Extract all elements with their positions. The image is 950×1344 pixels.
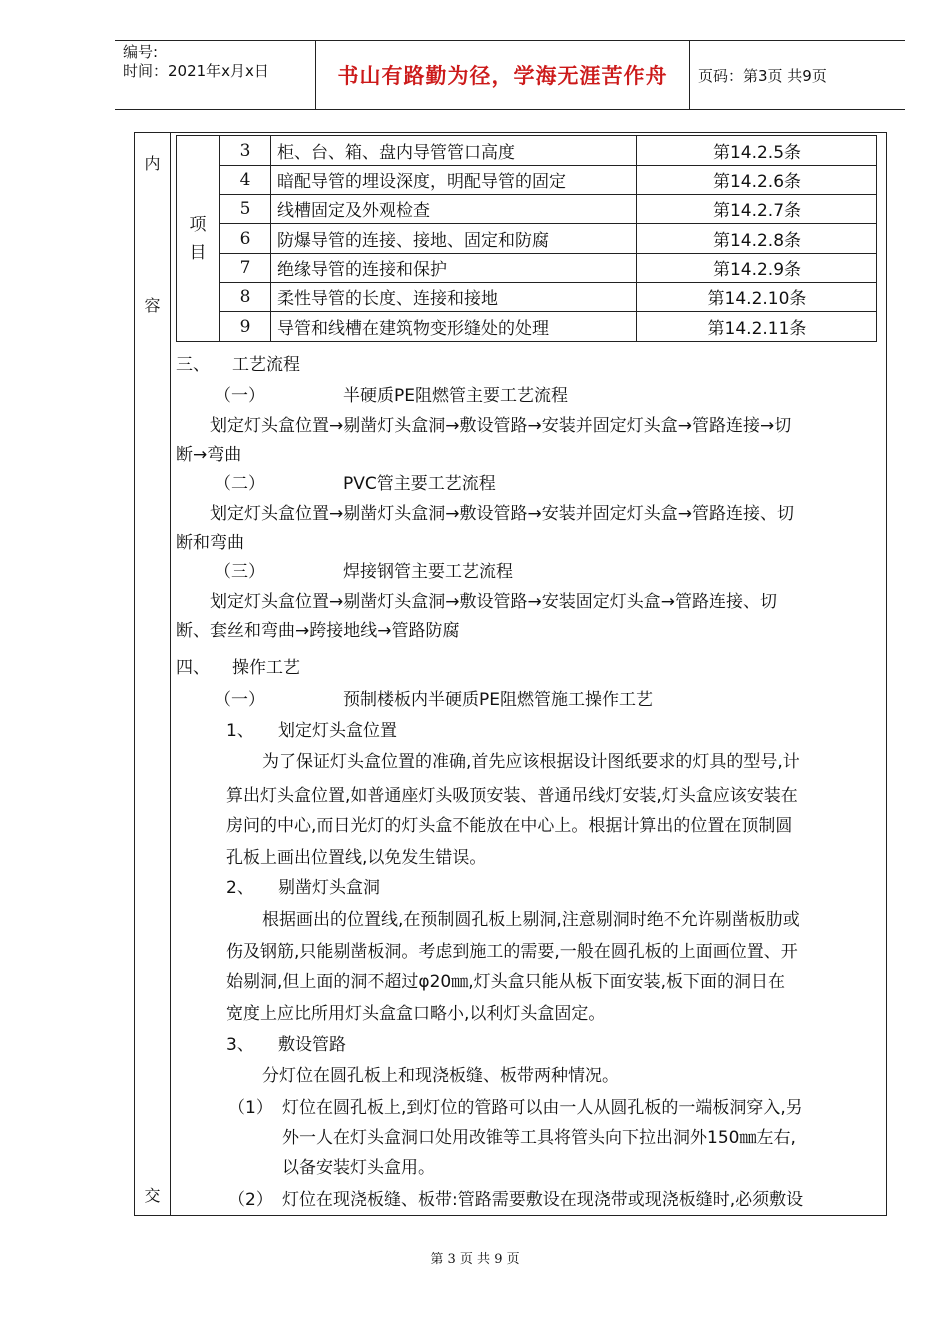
paragraph-line: 分灯位在圆孔板上和现浇板缝、板带两种情况。 <box>262 1066 619 1086</box>
paragraph-line: 断→弯曲 <box>176 445 242 465</box>
paragraph-line: 灯位在圆孔板上,到灯位的管路可以由一人从圆孔板的一端板洞穿入,另 <box>282 1098 803 1118</box>
paragraph-line: 划定灯头盒位置→剔凿灯头盒洞→敷设管路→安装并固定灯头盒→管路连接、切 <box>210 504 794 524</box>
row-reference: 第14.2.11条 <box>707 319 807 339</box>
section-title: 工艺流程 <box>232 355 300 375</box>
row-reference: 第14.2.8条 <box>712 231 802 251</box>
paragraph-line: 划定灯头盒位置→剔凿灯头盒洞→敷设管路→安装并固定灯头盒→管路连接→切 <box>210 416 792 436</box>
row-description: 线槽固定及外观检查 <box>271 194 637 223</box>
page-header <box>115 40 905 110</box>
subsection-title: 半硬质PE阻燃管主要工艺流程 <box>343 386 568 406</box>
subsection-number: （一） <box>214 386 265 406</box>
paragraph-line: 房问的中心,而日光灯的灯头盒不能放在中心上。根据计算出的位置在顶制圆 <box>226 816 793 836</box>
time-label: 时间：2021年x月x日 <box>123 62 269 80</box>
motto: 书山有路勤为径，学海无涯苦作舟 <box>337 64 668 88</box>
left-label-column <box>135 133 171 1215</box>
paragraph-line: 以备安装灯头盒用。 <box>282 1158 435 1178</box>
group-label-xiang: 项 <box>189 214 207 235</box>
header-page-cell <box>690 41 905 109</box>
items-group-cell <box>177 136 220 341</box>
serial-label: 编号: <box>123 43 159 61</box>
row-number: 8 <box>220 282 271 311</box>
paragraph-line: 伤及钢筋,只能剔凿板洞。考虑到施工的需要,一般在圆孔板的上面画位置、开 <box>226 942 798 962</box>
row-reference: 第14.2.10条 <box>707 289 807 309</box>
item-title: 剔凿灯头盒洞 <box>278 878 380 898</box>
row-number: 6 <box>220 224 271 253</box>
paragraph-line: 始剔洞,但上面的洞不超过φ20㎜,灯头盒只能从板下面安装,板下面的洞日在 <box>226 972 786 992</box>
left-label-rong: 容 <box>144 296 161 315</box>
table-row <box>220 194 876 224</box>
row-number: 5 <box>220 194 271 223</box>
table-row <box>220 136 876 166</box>
items-table <box>176 135 877 342</box>
item-title: 划定灯头盒位置 <box>278 721 397 741</box>
table-row <box>220 312 876 341</box>
row-description: 绝缘导管的连接和保护 <box>271 253 637 282</box>
item-number: 2、 <box>226 878 254 898</box>
paragraph-line: 灯位在现浇板缝、板带:管路需要敷设在现浇带或现浇板缝时,必须敷设 <box>282 1190 804 1210</box>
page-info: 页码：第3页 共9页 <box>698 66 827 85</box>
paragraph-line: 算出灯头盒位置,如普通座灯头吸顶安装、普通吊线灯安装,灯头盒应该安装在 <box>226 786 798 806</box>
paragraph-line: 孔板上画出位置线,以免发生错误。 <box>226 848 487 868</box>
page-footer: 第 3 页 共 9 页 <box>430 1252 520 1267</box>
list-number: （2） <box>228 1190 273 1210</box>
header-motto-cell <box>316 41 690 109</box>
section-title: 操作工艺 <box>232 658 300 678</box>
row-description: 柔性导管的长度、连接和接地 <box>271 282 637 311</box>
paragraph-line: 断和弯曲 <box>176 533 244 553</box>
paragraph-line: 外一人在灯头盒洞口处用改锥等工具将管头向下拉出洞外150㎜左右, <box>282 1128 796 1148</box>
group-label-mu: 目 <box>189 242 207 263</box>
subsection-title: 焊接钢管主要工艺流程 <box>343 562 513 582</box>
section-number: 三、 <box>176 355 210 375</box>
subsection-number: （二） <box>214 474 265 494</box>
row-reference: 第14.2.5条 <box>712 143 802 163</box>
row-number: 9 <box>220 312 271 341</box>
paragraph-line: 断、套丝和弯曲→跨接地线→管路防腐 <box>176 621 460 641</box>
row-number: 7 <box>220 253 271 282</box>
left-label-nei: 内 <box>144 154 161 173</box>
paragraph-line: 划定灯头盒位置→剔凿灯头盒洞→敷设管路→安装固定灯头盒→管路连接、切 <box>210 592 777 612</box>
section-number: 四、 <box>176 658 210 678</box>
row-number: 4 <box>220 165 271 194</box>
table-row <box>220 253 876 283</box>
table-row <box>220 224 876 254</box>
paragraph-line: 宽度上应比所用灯头盒盒口略小,以利灯头盒固定。 <box>226 1004 606 1024</box>
subsection-title: 预制楼板内半硬质PE阻燃管施工操作工艺 <box>343 690 653 710</box>
paragraph-line: 根据画出的位置线,在预制圆孔板上剔洞,注意剔洞时绝不允许剔凿板肋或 <box>262 910 800 930</box>
row-description: 防爆导管的连接、接地、固定和防腐 <box>271 224 637 253</box>
item-number: 1、 <box>226 721 254 741</box>
row-description: 暗配导管的埋设深度，明配导管的固定 <box>271 165 637 194</box>
paragraph-line: 为了保证灯头盒位置的准确,首先应该根据设计图纸要求的灯具的型号,计 <box>262 752 800 772</box>
list-number: （1） <box>228 1098 273 1118</box>
row-reference: 第14.2.9条 <box>712 260 802 280</box>
row-reference: 第14.2.7条 <box>712 201 802 221</box>
row-description: 导管和线槽在建筑物变形缝处的处理 <box>271 312 637 341</box>
table-row <box>220 165 876 195</box>
left-label-jiao: 交 <box>144 1186 161 1205</box>
item-title: 敷设管路 <box>278 1035 346 1055</box>
row-description: 柜、台、箱、盘内导管管口高度 <box>271 136 637 165</box>
table-row <box>220 282 876 312</box>
row-reference: 第14.2.6条 <box>712 172 802 192</box>
row-number: 3 <box>220 136 271 165</box>
header-meta-cell <box>115 41 316 109</box>
item-number: 3、 <box>226 1035 254 1055</box>
subsection-number: （一） <box>214 690 265 710</box>
subsection-title: PVC管主要工艺流程 <box>343 474 496 494</box>
subsection-number: （三） <box>214 562 265 582</box>
